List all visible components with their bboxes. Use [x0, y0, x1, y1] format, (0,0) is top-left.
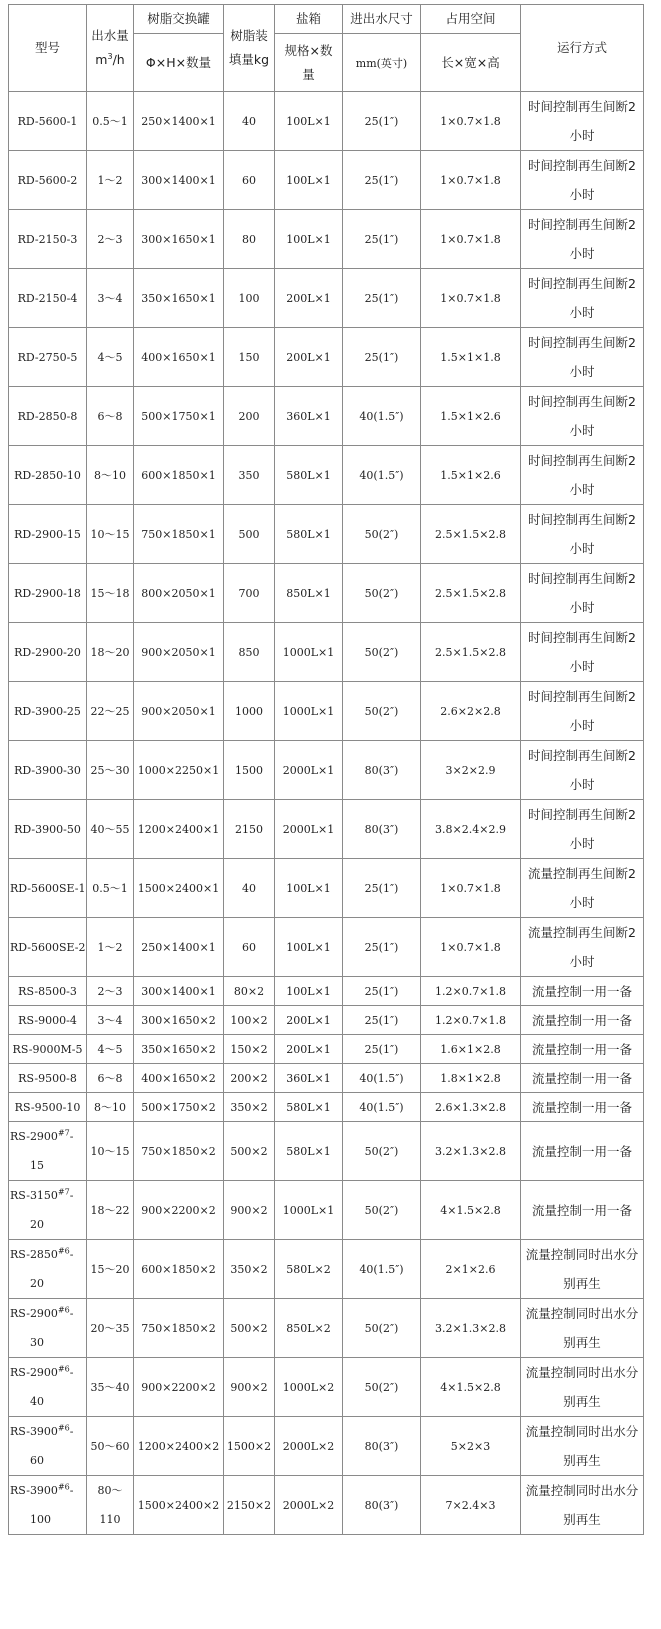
cell-brine: 2000L×2	[275, 1476, 343, 1535]
header-flow-unit-sup: 3	[107, 51, 113, 61]
cell-model: RD-2850-10	[9, 446, 87, 505]
cell-space: 1×0.7×1.8	[421, 859, 521, 918]
cell-port: 25(1″)	[343, 918, 421, 977]
model-superscript: #7	[57, 1128, 70, 1138]
model-dash: -	[69, 1425, 74, 1438]
header-row-top	[9, 5, 644, 34]
model-suffix: 30	[30, 1336, 44, 1349]
cell-mode: 时间控制再生间断2小时	[521, 505, 644, 564]
header-port-sub: mm(英寸)	[343, 34, 421, 92]
cell-tank: 600×1850×1	[134, 446, 224, 505]
cell-model: RD-2150-3	[9, 210, 87, 269]
cell-resin: 2150	[224, 800, 275, 859]
cell-port: 25(1″)	[343, 210, 421, 269]
cell-port: 50(2″)	[343, 623, 421, 682]
cell-brine: 200L×1	[275, 1006, 343, 1035]
cell-model: RD-3900-25	[9, 682, 87, 741]
cell-port: 50(2″)	[343, 1181, 421, 1240]
cell-tank: 1200×2400×2	[134, 1417, 224, 1476]
header-flow-unit	[88, 48, 132, 72]
cell-port: 50(2″)	[343, 682, 421, 741]
cell-model	[9, 1181, 87, 1240]
cell-port: 25(1″)	[343, 269, 421, 328]
cell-flow: 2～3	[87, 210, 134, 269]
cell-space: 1.5×1×2.6	[421, 446, 521, 505]
model-superscript: #6	[57, 1364, 70, 1374]
cell-resin: 60	[224, 918, 275, 977]
cell-port: 25(1″)	[343, 151, 421, 210]
cell-model	[9, 1417, 87, 1476]
cell-tank: 750×1850×1	[134, 505, 224, 564]
cell-port: 50(2″)	[343, 1358, 421, 1417]
cell-mode: 流量控制同时出水分别再生	[521, 1358, 644, 1417]
table-row	[9, 1358, 644, 1417]
cell-brine: 580L×1	[275, 446, 343, 505]
cell-flow: 18～22	[87, 1181, 134, 1240]
cell-resin: 1000	[224, 682, 275, 741]
header-model: 型号	[9, 5, 87, 92]
cell-resin: 1500	[224, 741, 275, 800]
cell-tank: 250×1400×1	[134, 92, 224, 151]
table-row	[9, 505, 644, 564]
cell-mode: 流量控制同时出水分别再生	[521, 1299, 644, 1358]
model-dash: -	[69, 1130, 74, 1143]
cell-mode: 时间控制再生间断2小时	[521, 269, 644, 328]
table-row	[9, 1181, 644, 1240]
cell-space: 3.2×1.3×2.8	[421, 1122, 521, 1181]
header-flow-unit-base: m	[95, 52, 108, 67]
header-resin-top: 树脂装	[230, 28, 268, 43]
table-row	[9, 1417, 644, 1476]
cell-brine: 2000L×2	[275, 1417, 343, 1476]
cell-flow: 4～5	[87, 328, 134, 387]
cell-mode: 时间控制再生间断2小时	[521, 328, 644, 387]
table-row	[9, 151, 644, 210]
model-prefix: RS-3150	[10, 1189, 58, 1202]
cell-space: 4×1.5×2.8	[421, 1358, 521, 1417]
cell-mode: 时间控制再生间断2小时	[521, 741, 644, 800]
cell-mode: 流量控制一用一备	[521, 1122, 644, 1181]
cell-tank: 400×1650×2	[134, 1064, 224, 1093]
model-prefix: RS-3900	[10, 1484, 58, 1497]
cell-port: 80(3″)	[343, 1476, 421, 1535]
cell-brine: 360L×1	[275, 387, 343, 446]
cell-resin: 100	[224, 269, 275, 328]
cell-model	[9, 1476, 87, 1535]
table-row	[9, 1035, 644, 1064]
water-softener-spec-table	[8, 4, 644, 1535]
cell-mode: 流量控制一用一备	[521, 1035, 644, 1064]
cell-port: 25(1″)	[343, 1006, 421, 1035]
table-row	[9, 1093, 644, 1122]
header-space-sub: 长×宽×高	[421, 34, 521, 92]
table-row	[9, 92, 644, 151]
cell-flow	[87, 1476, 134, 1535]
table-row	[9, 623, 644, 682]
header-space: 占用空间	[421, 5, 521, 34]
cell-flow: 8～10	[87, 446, 134, 505]
cell-brine: 2000L×1	[275, 800, 343, 859]
cell-flow: 1～2	[87, 918, 134, 977]
cell-model: RS-9000-4	[9, 1006, 87, 1035]
cell-tank: 900×2200×2	[134, 1181, 224, 1240]
table-row	[9, 1006, 644, 1035]
cell-model: RD-2900-15	[9, 505, 87, 564]
cell-brine: 1000L×1	[275, 682, 343, 741]
cell-resin: 500×2	[224, 1299, 275, 1358]
cell-brine: 850L×2	[275, 1299, 343, 1358]
header-resin	[224, 5, 275, 92]
cell-model: RD-5600SE-2	[9, 918, 87, 977]
model-superscript: #6	[57, 1246, 70, 1256]
cell-brine: 200L×1	[275, 328, 343, 387]
cell-flow: 18～20	[87, 623, 134, 682]
cell-space: 1.6×1×2.8	[421, 1035, 521, 1064]
cell-brine: 580L×1	[275, 1122, 343, 1181]
cell-brine: 360L×1	[275, 1064, 343, 1093]
table-row	[9, 446, 644, 505]
cell-tank: 900×2050×1	[134, 682, 224, 741]
table-row	[9, 564, 644, 623]
cell-space: 1.8×1×2.8	[421, 1064, 521, 1093]
cell-resin: 80	[224, 210, 275, 269]
header-brine-sub	[275, 34, 343, 92]
table-row	[9, 1476, 644, 1535]
cell-mode: 时间控制再生间断2小时	[521, 800, 644, 859]
cell-brine: 1000L×2	[275, 1358, 343, 1417]
cell-tank: 750×1850×2	[134, 1122, 224, 1181]
cell-model: RD-2900-20	[9, 623, 87, 682]
cell-space: 1.5×1×2.6	[421, 387, 521, 446]
cell-brine: 850L×1	[275, 564, 343, 623]
cell-space: 2.5×1.5×2.8	[421, 505, 521, 564]
table-row	[9, 1064, 644, 1093]
table-row	[9, 1122, 644, 1181]
cell-flow: 40～55	[87, 800, 134, 859]
table-row	[9, 918, 644, 977]
cell-flow: 4～5	[87, 1035, 134, 1064]
table-row	[9, 269, 644, 328]
cell-mode: 流量控制再生间断2小时	[521, 859, 644, 918]
cell-space: 3.2×1.3×2.8	[421, 1299, 521, 1358]
cell-tank: 1000×2250×1	[134, 741, 224, 800]
cell-port: 40(1.5″)	[343, 1240, 421, 1299]
cell-model: RD-2750-5	[9, 328, 87, 387]
cell-resin: 900×2	[224, 1358, 275, 1417]
cell-tank: 1500×2400×2	[134, 1476, 224, 1535]
model-suffix: 100	[30, 1513, 51, 1526]
cell-resin: 700	[224, 564, 275, 623]
model-prefix: RS-2850	[10, 1248, 58, 1261]
cell-port: 40(1.5″)	[343, 387, 421, 446]
cell-mode: 时间控制再生间断2小时	[521, 446, 644, 505]
cell-space: 2.6×1.3×2.8	[421, 1093, 521, 1122]
cell-flow: 15～20	[87, 1240, 134, 1299]
cell-resin: 1500×2	[224, 1417, 275, 1476]
cell-brine: 580L×1	[275, 1093, 343, 1122]
cell-brine: 580L×1	[275, 505, 343, 564]
cell-mode: 流量控制同时出水分别再生	[521, 1417, 644, 1476]
cell-brine: 100L×1	[275, 151, 343, 210]
header-brine-sub2: 量	[302, 66, 315, 82]
cell-port: 40(1.5″)	[343, 1064, 421, 1093]
cell-tank: 500×1750×1	[134, 387, 224, 446]
cell-port: 25(1″)	[343, 1035, 421, 1064]
cell-port: 40(1.5″)	[343, 446, 421, 505]
cell-resin: 150	[224, 328, 275, 387]
cell-flow: 0.5～1	[87, 859, 134, 918]
flow-line1: 80～	[97, 1484, 123, 1497]
cell-model: RS-9500-10	[9, 1093, 87, 1122]
cell-brine: 100L×1	[275, 210, 343, 269]
model-dash: -	[69, 1484, 74, 1497]
cell-model: RD-3900-50	[9, 800, 87, 859]
cell-tank: 900×2050×1	[134, 623, 224, 682]
cell-space: 2.5×1.5×2.8	[421, 623, 521, 682]
cell-model	[9, 1122, 87, 1181]
cell-brine: 100L×1	[275, 92, 343, 151]
cell-brine: 2000L×1	[275, 741, 343, 800]
cell-resin: 60	[224, 151, 275, 210]
cell-resin: 150×2	[224, 1035, 275, 1064]
cell-resin: 40	[224, 92, 275, 151]
cell-model: RS-8500-3	[9, 977, 87, 1006]
cell-resin: 80×2	[224, 977, 275, 1006]
header-flow-label: 出水量	[91, 28, 129, 43]
cell-tank: 900×2200×2	[134, 1358, 224, 1417]
cell-tank: 350×1650×2	[134, 1035, 224, 1064]
cell-flow: 35～40	[87, 1358, 134, 1417]
cell-space: 4×1.5×2.8	[421, 1181, 521, 1240]
cell-resin: 40	[224, 859, 275, 918]
table-row	[9, 1299, 644, 1358]
cell-resin: 2150×2	[224, 1476, 275, 1535]
cell-flow: 2～3	[87, 977, 134, 1006]
model-dash: -	[69, 1366, 74, 1379]
cell-mode: 流量控制一用一备	[521, 1093, 644, 1122]
cell-model: RD-5600-2	[9, 151, 87, 210]
cell-space: 1.5×1×1.8	[421, 328, 521, 387]
cell-flow: 25～30	[87, 741, 134, 800]
cell-model: RD-2150-4	[9, 269, 87, 328]
spec-table-wrapper	[8, 4, 644, 1535]
cell-resin: 350×2	[224, 1093, 275, 1122]
cell-port: 80(3″)	[343, 800, 421, 859]
cell-space: 1×0.7×1.8	[421, 151, 521, 210]
cell-model: RD-2900-18	[9, 564, 87, 623]
cell-port: 80(3″)	[343, 741, 421, 800]
cell-model: RS-9500-8	[9, 1064, 87, 1093]
cell-resin: 200×2	[224, 1064, 275, 1093]
header-brine: 盐箱	[275, 5, 343, 34]
model-suffix: 60	[30, 1454, 44, 1467]
cell-space: 1×0.7×1.8	[421, 269, 521, 328]
cell-resin: 850	[224, 623, 275, 682]
header-mode: 运行方式	[521, 5, 644, 92]
cell-flow: 3～4	[87, 1006, 134, 1035]
cell-mode: 时间控制再生间断2小时	[521, 210, 644, 269]
cell-tank: 1200×2400×1	[134, 800, 224, 859]
model-prefix: RS-3900	[10, 1425, 58, 1438]
cell-resin: 200	[224, 387, 275, 446]
cell-port: 25(1″)	[343, 92, 421, 151]
cell-tank: 1500×2400×1	[134, 859, 224, 918]
model-dash: -	[69, 1307, 74, 1320]
model-suffix: 20	[30, 1218, 44, 1231]
cell-tank: 400×1650×1	[134, 328, 224, 387]
cell-mode: 时间控制再生间断2小时	[521, 682, 644, 741]
cell-space: 7×2.4×3	[421, 1476, 521, 1535]
header-resin-sub: 填量kg	[228, 52, 270, 67]
cell-flow: 6～8	[87, 1064, 134, 1093]
cell-resin: 350×2	[224, 1240, 275, 1299]
table-row	[9, 800, 644, 859]
header-flow	[87, 5, 134, 92]
cell-model: RD-5600SE-1	[9, 859, 87, 918]
cell-port: 25(1″)	[343, 977, 421, 1006]
cell-port: 50(2″)	[343, 1299, 421, 1358]
cell-port: 50(2″)	[343, 505, 421, 564]
table-row	[9, 387, 644, 446]
cell-tank: 500×1750×2	[134, 1093, 224, 1122]
cell-flow: 10～15	[87, 505, 134, 564]
cell-brine: 200L×1	[275, 1035, 343, 1064]
cell-resin: 100×2	[224, 1006, 275, 1035]
cell-brine: 200L×1	[275, 269, 343, 328]
cell-mode: 时间控制再生间断2小时	[521, 387, 644, 446]
cell-tank: 300×1400×1	[134, 977, 224, 1006]
cell-brine: 1000L×1	[275, 1181, 343, 1240]
cell-tank: 300×1650×1	[134, 210, 224, 269]
cell-space: 5×2×3	[421, 1417, 521, 1476]
cell-mode: 时间控制再生间断2小时	[521, 92, 644, 151]
cell-space: 1×0.7×1.8	[421, 92, 521, 151]
cell-flow: 3～4	[87, 269, 134, 328]
cell-mode: 时间控制再生间断2小时	[521, 564, 644, 623]
header-flow-unit-tail: /h	[112, 52, 125, 67]
cell-resin: 900×2	[224, 1181, 275, 1240]
cell-flow: 1～2	[87, 151, 134, 210]
model-superscript: #7	[57, 1187, 70, 1197]
model-suffix: 20	[30, 1277, 44, 1290]
cell-flow: 6～8	[87, 387, 134, 446]
cell-flow: 22～25	[87, 682, 134, 741]
cell-flow: 15～18	[87, 564, 134, 623]
cell-model: RD-3900-30	[9, 741, 87, 800]
model-dash: -	[69, 1189, 74, 1202]
table-row	[9, 859, 644, 918]
cell-space: 2.6×2×2.8	[421, 682, 521, 741]
cell-mode: 流量控制一用一备	[521, 1181, 644, 1240]
cell-space: 2×1×2.6	[421, 1240, 521, 1299]
cell-model: RD-5600-1	[9, 92, 87, 151]
cell-port: 40(1.5″)	[343, 1093, 421, 1122]
cell-space: 1×0.7×1.8	[421, 210, 521, 269]
table-row	[9, 210, 644, 269]
model-dash: -	[69, 1248, 74, 1261]
cell-port: 25(1″)	[343, 859, 421, 918]
model-superscript: #6	[57, 1305, 70, 1315]
cell-model: RD-2850-8	[9, 387, 87, 446]
cell-mode: 流量控制一用一备	[521, 1064, 644, 1093]
header-port: 进出水尺寸	[343, 5, 421, 34]
cell-tank: 750×1850×2	[134, 1299, 224, 1358]
table-row	[9, 328, 644, 387]
cell-model	[9, 1240, 87, 1299]
cell-flow: 50～60	[87, 1417, 134, 1476]
cell-mode: 流量控制再生间断2小时	[521, 918, 644, 977]
cell-resin: 500×2	[224, 1122, 275, 1181]
table-row	[9, 1240, 644, 1299]
model-prefix: RS-2900	[10, 1130, 58, 1143]
cell-space: 2.5×1.5×2.8	[421, 564, 521, 623]
model-suffix: 40	[30, 1395, 44, 1408]
table-row	[9, 741, 644, 800]
header-tank: 树脂交换罐	[134, 5, 224, 34]
cell-flow: 10～15	[87, 1122, 134, 1181]
model-suffix: 15	[30, 1159, 44, 1172]
cell-space: 1.2×0.7×1.8	[421, 977, 521, 1006]
cell-resin: 350	[224, 446, 275, 505]
cell-brine: 100L×1	[275, 977, 343, 1006]
cell-port: 50(2″)	[343, 564, 421, 623]
model-superscript: #6	[57, 1482, 70, 1492]
cell-port: 80(3″)	[343, 1417, 421, 1476]
cell-brine: 1000L×1	[275, 623, 343, 682]
cell-space: 1.2×0.7×1.8	[421, 1006, 521, 1035]
table-row	[9, 682, 644, 741]
cell-tank: 800×2050×1	[134, 564, 224, 623]
flow-line2: 110	[99, 1513, 121, 1526]
cell-tank: 600×1850×2	[134, 1240, 224, 1299]
cell-mode: 流量控制同时出水分别再生	[521, 1240, 644, 1299]
cell-resin: 500	[224, 505, 275, 564]
cell-mode: 流量控制一用一备	[521, 977, 644, 1006]
model-prefix: RS-2900	[10, 1366, 58, 1379]
cell-mode: 时间控制再生间断2小时	[521, 623, 644, 682]
header-tank-sub: Φ×H×数量	[134, 34, 224, 92]
cell-brine: 100L×1	[275, 918, 343, 977]
cell-space: 1×0.7×1.8	[421, 918, 521, 977]
cell-space: 3.8×2.4×2.9	[421, 800, 521, 859]
header-brine-sub1: 规格×数	[284, 42, 333, 58]
cell-flow: 8～10	[87, 1093, 134, 1122]
cell-tank: 250×1400×1	[134, 918, 224, 977]
table-row	[9, 977, 644, 1006]
cell-port: 25(1″)	[343, 328, 421, 387]
cell-mode: 流量控制同时出水分别再生	[521, 1476, 644, 1535]
cell-tank: 300×1400×1	[134, 151, 224, 210]
model-prefix: RS-2900	[10, 1307, 58, 1320]
cell-port: 50(2″)	[343, 1122, 421, 1181]
model-superscript: #6	[57, 1423, 70, 1433]
cell-brine: 100L×1	[275, 859, 343, 918]
cell-tank: 300×1650×2	[134, 1006, 224, 1035]
cell-mode: 时间控制再生间断2小时	[521, 151, 644, 210]
cell-tank: 350×1650×1	[134, 269, 224, 328]
cell-flow: 20～35	[87, 1299, 134, 1358]
cell-model	[9, 1358, 87, 1417]
cell-model	[9, 1299, 87, 1358]
cell-model: RS-9000M-5	[9, 1035, 87, 1064]
cell-brine: 580L×2	[275, 1240, 343, 1299]
cell-space: 3×2×2.9	[421, 741, 521, 800]
cell-flow: 0.5～1	[87, 92, 134, 151]
cell-mode: 流量控制一用一备	[521, 1006, 644, 1035]
